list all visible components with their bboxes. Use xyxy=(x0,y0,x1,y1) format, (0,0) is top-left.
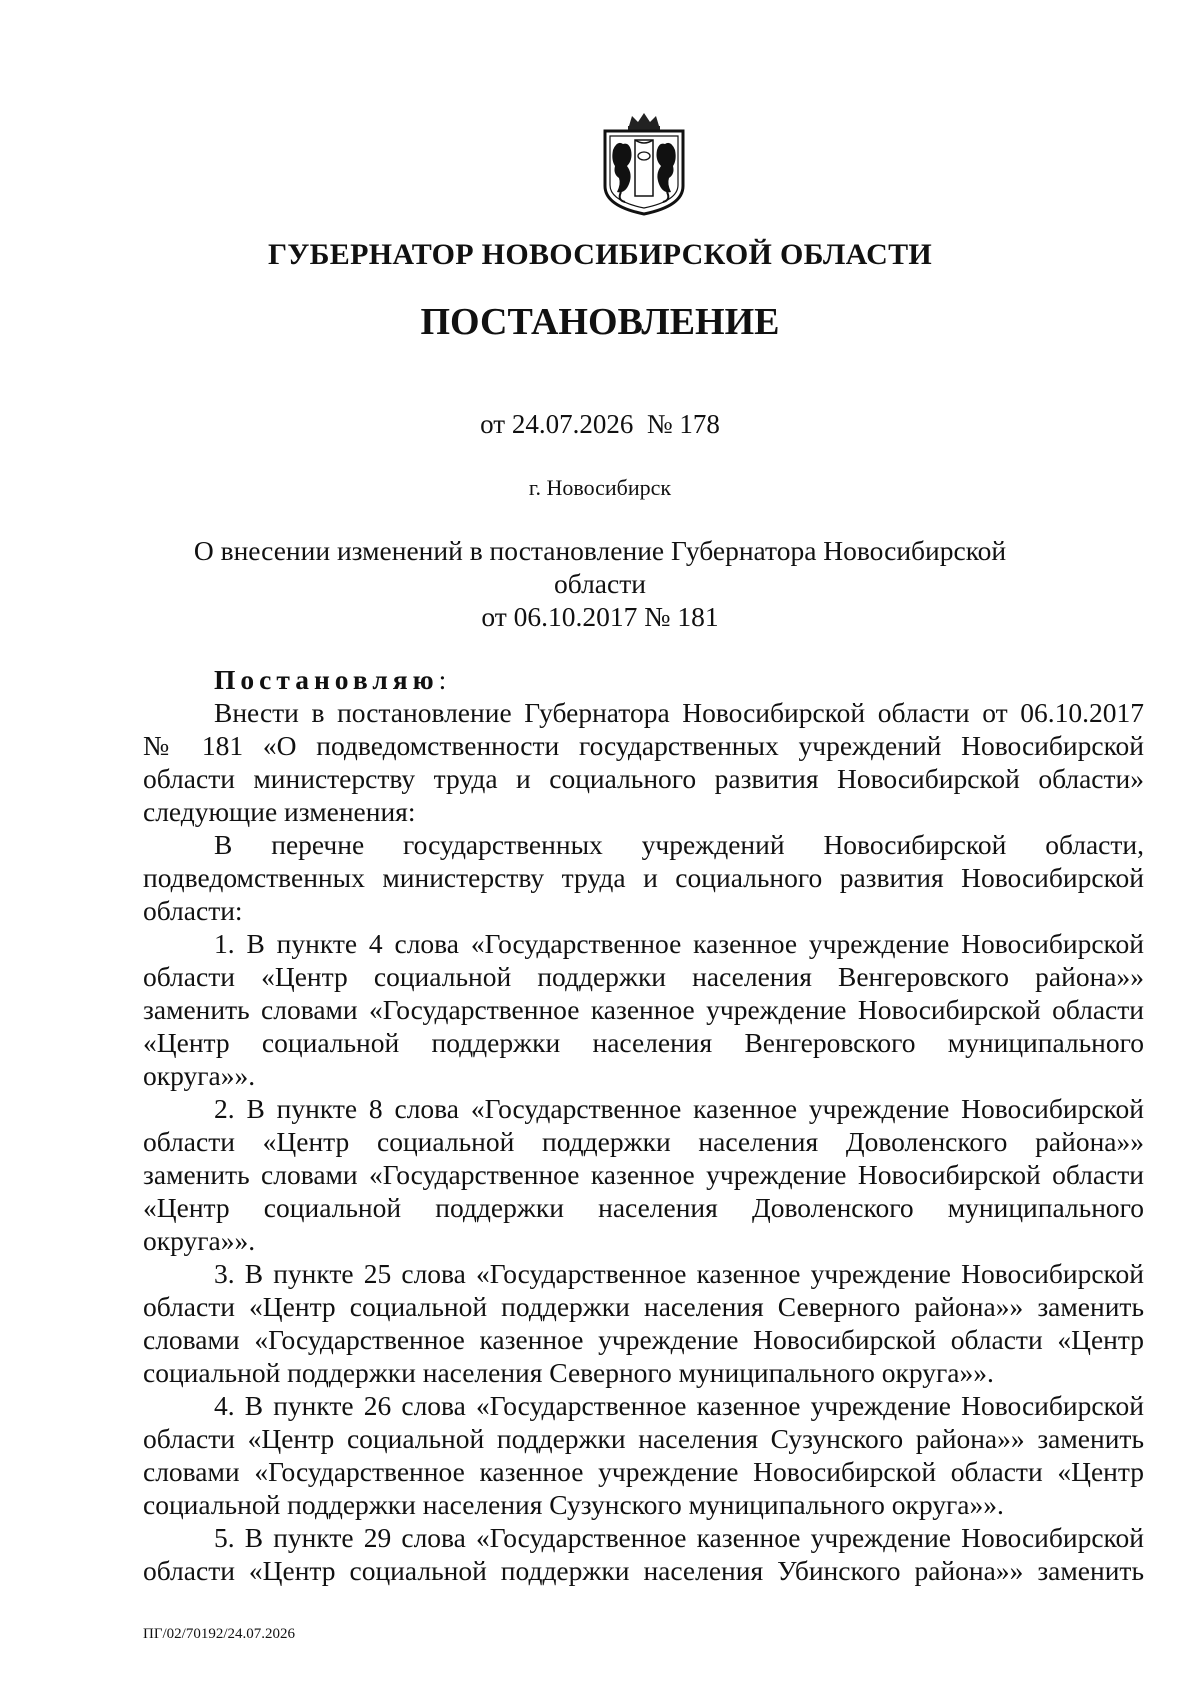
body-line: 4. В пункте 26 слова «Государственное казенное учреждение Новосибирской xyxy=(214,1390,1144,1421)
body-line: Внести в постановление Губернатора Новосибирской области от 06.10.2017 xyxy=(214,697,1144,728)
body-line: заменить словами «Государственное казенное учреждение Новосибирской области xyxy=(143,994,1144,1025)
document-body xyxy=(143,663,1144,1587)
body-line: 2. В пункте 8 слова «Государственное казенное учреждение Новосибирской xyxy=(214,1093,1144,1124)
body-line: социальной поддержки населения Сузунского муниципального округа»». xyxy=(143,1489,1004,1520)
body-line: В перечне государственных учреждений Новосибирской области, xyxy=(214,829,1144,860)
body-line: области: xyxy=(143,895,243,926)
issue-city: г. Новосибирск xyxy=(528,475,672,500)
body-line: «Центр социальной поддержки населения Венгеровского муниципального xyxy=(143,1027,1144,1058)
body-line: «Центр социальной поддержки населения Доволенского муниципального xyxy=(143,1192,1144,1223)
body-line: области «Центр социальной поддержки населения Венгеровского района»» xyxy=(143,961,1144,992)
body-line: 3. В пункте 25 слова «Государственное казенное учреждение Новосибирской xyxy=(214,1258,1144,1289)
resolution-colon: : xyxy=(438,664,447,695)
body-line: округа»». xyxy=(143,1225,256,1256)
body-line: области «Центр социальной поддержки населения Северного района»» заменить xyxy=(143,1291,1144,1322)
resolution-word: Постановляю xyxy=(214,664,439,695)
document-code: ПГ/02/70192/24.07.2026 xyxy=(143,1626,296,1642)
document-type: ПОСТАНОВЛЕНИЕ xyxy=(420,301,780,343)
body-line: округа»». xyxy=(143,1060,256,1091)
document-title xyxy=(150,534,1050,633)
body-line: области «Центр социальной поддержки населения Сузунского района»» заменить xyxy=(143,1423,1144,1454)
document-title-line: О внесении изменений в постановление Губернатора Новосибирской области xyxy=(193,535,1007,599)
date-and-number: от 24.07.2026 № 178 xyxy=(480,409,720,439)
body-line: словами «Государственное казенное учреждение Новосибирской области «Центр xyxy=(143,1324,1144,1355)
body-line: области министерству труда и социального развития Новосибирской области» xyxy=(143,763,1144,794)
document-title-line: от 06.10.2017 № 181 xyxy=(481,601,719,632)
body-line: заменить словами «Государственное казенное учреждение Новосибирской области xyxy=(143,1159,1144,1190)
body-line: словами «Государственное казенное учреждение Новосибирской области «Центр xyxy=(143,1456,1144,1487)
body-line: 1. В пункте 4 слова «Государственное казенное учреждение Новосибирской xyxy=(214,928,1144,959)
body-line: области «Центр социальной поддержки населения Доволенского района»» xyxy=(143,1126,1144,1157)
body-line: области «Центр социальной поддержки населения Убинского района»» заменить xyxy=(143,1555,1144,1586)
body-line: подведомственных министерству труда и социального развития Новосибирской xyxy=(143,862,1144,893)
body-line: социальной поддержки населения Северного муниципального округа»». xyxy=(143,1357,994,1388)
resolution-heading xyxy=(143,663,1144,696)
body-line: № 181 «О подведомственности государственных учреждений Новосибирской xyxy=(143,730,1144,761)
coat-of-arms-icon xyxy=(599,110,689,216)
issuing-authority: ГУБЕРНАТОР НОВОСИБИРСКОЙ ОБЛАСТИ xyxy=(267,238,933,271)
body-line: 5. В пункте 29 слова «Государственное казенное учреждение Новосибирской xyxy=(214,1522,1144,1553)
body-line: следующие изменения: xyxy=(143,796,416,827)
